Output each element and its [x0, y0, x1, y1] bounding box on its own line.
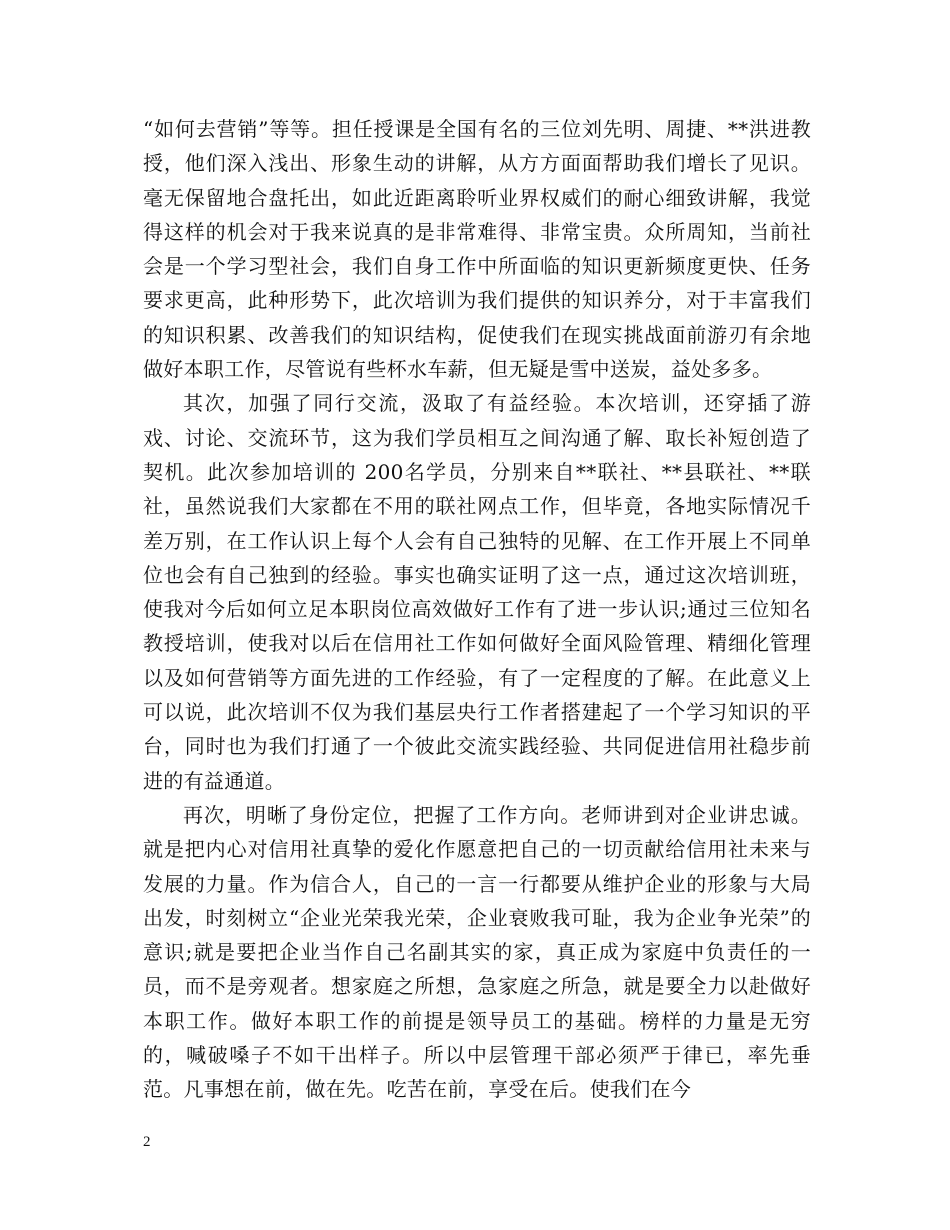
page-number: 2 — [143, 1134, 151, 1150]
paragraph-3: 再次，明晰了身份定位，把握了工作方向。老师讲到对企业讲忠诚。就是把内心对信用社真挚的爱化作愿意把自己的一切贡献给信用社未来与发展的力量。作为信合人，自己的一言一行都要从维护企业的形象与大局出发，时刻树立“企业光荣我光荣，企业衰败我可耻，我为企业争光荣”的意识;就是要把企业当作自己名副其实的家，真正成为家庭中负责任的一员，而不是旁观者。想家庭之所想，急家庭之所急，就是要全力以赴做好本职工作。做好本职工作的前提是领导员工的基础。榜样的力量是无穷的，喊破嗓子不如干出样子。所以中层管理干部必须严于律已，率先垂范。凡事想在前，做在先。吃苦在前，享受在后。使我们在今 — [143, 802, 811, 1102]
paragraph-1: “如何去营销”等等。担任授课是全国有名的三位刘先明、周捷、**洪进教授，他们深入浅出、形象生动的讲解，从方方面面帮助我们增长了见识。毫无保留地合盘托出，如此近距离聆听业界权威们的耐心细致讲解，我觉得这样的机会对于我来说真的是非常难得、非常宝贵。众所周知，当前社会是一个学习型社会，我们自身工作中所面临的知识更新频度更快、任务要求更高，此种形势下，此次培训为我们提供的知识养分，对于丰富我们的知识积累、改善我们的知识结构，促使我们在现实挑战面前游刃有余地做好本职工作，尽管说有些杯水车薪，但无疑是雪中送炭，益处多多。 — [143, 117, 811, 382]
paragraph-2: 其次，加强了同行交流，汲取了有益经验。本次培训，还穿插了游戏、讨论、交流环节，这为我们学员相互之间沟通了解、取长补短创造了契机。此次参加培训的 200名学员，分别来自**联社、**县联社、**联社，虽然说我们大家都在不用的联社网点工作，但毕竟，各地实际情况千差万别，在工作认识上每个人会有自己独特的见解、在工作开展上不同单位也会有自己独到的经验。事实也确实证明了这一点，通过这次培训班，使我对今后如何立足本职岗位高效做好工作有了进一步认识;通过三位知名教授培训，使我对以后在信用社工作如何做好全面风险管理、精细化管理以及如何营销等方面先进的工作经验，有了一定程度的了解。在此意义上可以说，此次培训不仅为我们基层央行工作者搭建起了一个学习知识的平台，同时也为我们打通了一个彼此交流实践经验、共同促进信用社稳步前进的有益通道。 — [143, 391, 811, 793]
document-body — [143, 112, 811, 1107]
